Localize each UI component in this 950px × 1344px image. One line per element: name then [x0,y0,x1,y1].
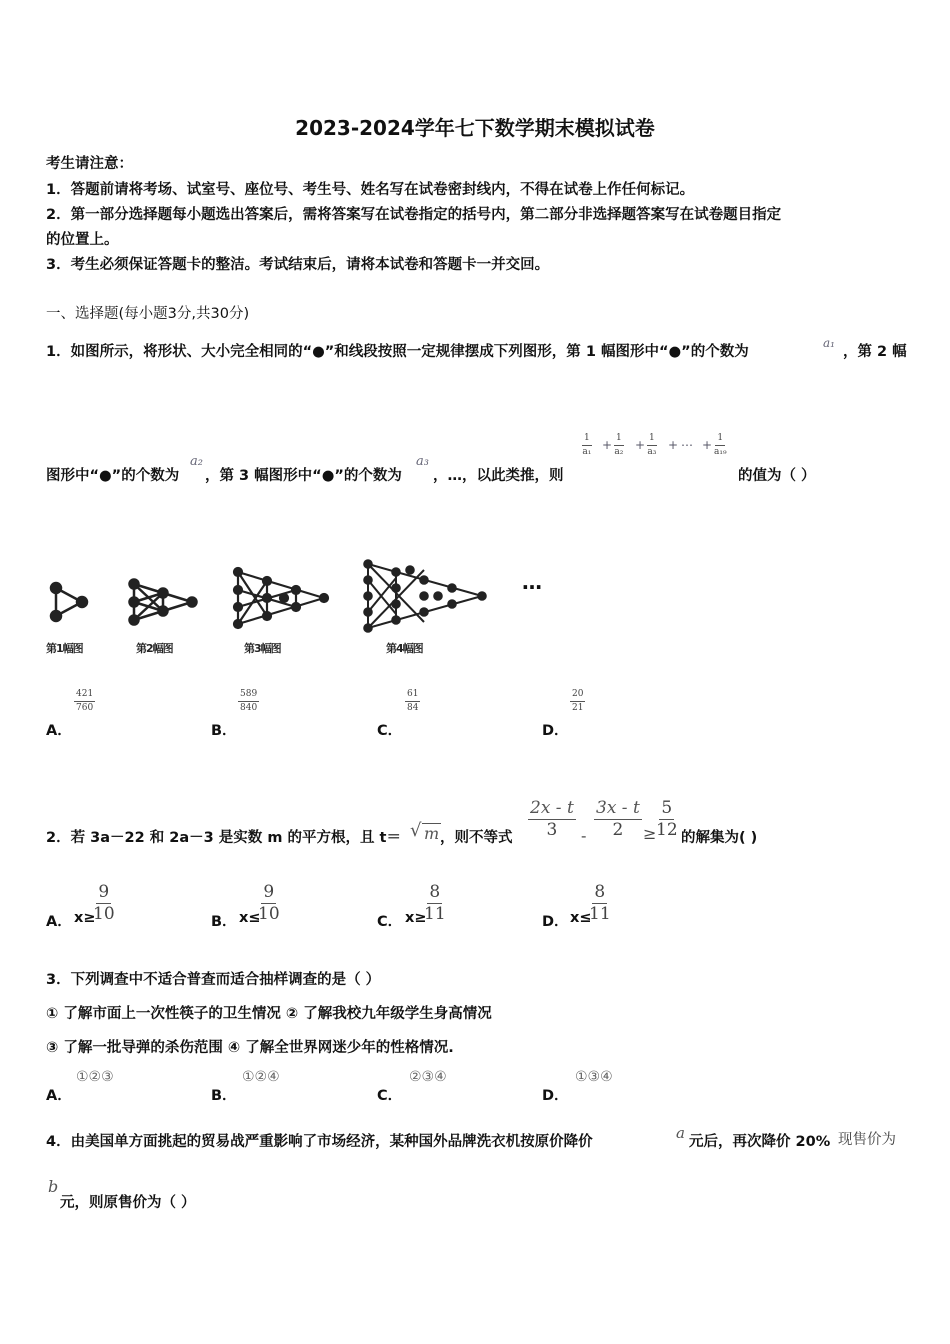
section-heading: 一、选择题(每小题3分,共30分) [46,306,250,322]
q2-option-b-value [258,884,280,923]
q2-frac-3-den: 12 [656,820,678,840]
q1-option-c-value [405,690,420,713]
q2-option-b-letter: B． [211,914,237,930]
q2-option-c-den: 11 [424,904,446,924]
sum-frac-1 [582,434,592,457]
notice-item-2: 2．第一部分选择题每小题选出答案后，需将答案写在试卷指定的括号内，第二部分非选择题答案写在试卷题目指定 [46,207,782,223]
q2-frac-1-den: 3 [546,820,558,840]
q2-option-c-num: 8 [429,882,441,902]
figure-label-3: 第3幅图 [244,642,281,655]
q3-line2: ① 了解市面上一次性筷子的卫生情况 ② 了解我校九年级学生身高情况 [46,1006,492,1022]
q1-line1-end: ，第 2 幅 [843,344,907,360]
q2-text-b: ，则不等式 [440,830,513,846]
q2-option-d-num: 8 [594,882,606,902]
q1-option-d-letter: D． [542,723,569,739]
q1-option-a-letter: A． [46,723,72,739]
sum-frac-2-num: 1 [614,434,624,446]
q2-frac-2 [594,800,642,839]
q1-line2b: ，第 3 幅图形中“●”的个数为 [205,468,402,484]
sum-dots: ⋯ [681,438,693,452]
q1-option-d-den: 21 [572,703,584,713]
q2-option-c-rel: x≥ [405,910,427,926]
q4-text-d: 元，则原售价为（ ） [60,1195,196,1211]
q3-option-d-value: ①③④ [575,1069,613,1085]
q2-text-c: 的解集为( ) [681,830,758,846]
notice-heading: 考生请注意： [46,156,133,172]
figure-ellipsis: … [522,570,543,594]
q1-option-d-value [570,690,585,713]
notice-item-3: 3．考生必须保证答题卡的整洁。考试结束后，请将本试卷和答题卡一并交回。 [46,257,550,273]
q2-frac-2-den: 2 [612,820,624,840]
q1-line2c: ，…，以此类推，则 [433,468,564,484]
q2-option-d-letter: D． [542,914,569,930]
q2-frac-3-num: 5 [661,798,673,818]
sqrt-var: m [424,824,440,843]
q2-frac-1 [528,800,576,839]
figure-label-4: 第4幅图 [386,642,423,655]
q4-var-a: a [676,1124,685,1142]
figure-1 [44,576,104,626]
q3-option-d-letter: D． [542,1088,569,1104]
q1-line1: 1．如图所示，将形状、大小完全相同的“●”和线段按照一定规律摆成下列图形，第 1 幅图形中“●”的个数为 [46,344,749,360]
q1-var-a1: a₁ [823,336,835,350]
q3-option-a-value: ①②③ [76,1069,114,1085]
figure-2 [128,576,200,626]
notice-item-1: 1．答题前请将考场、试室号、座位号、考生号、姓名写在试卷密封线内，不得在试卷上作任何标记。 [46,182,695,198]
sum-frac-2-den: a₂ [614,447,624,457]
q4-text-c: 现售价为 [838,1132,896,1148]
sum-frac-19 [714,434,727,457]
q2-option-d-den: 11 [589,904,611,924]
q1-option-b-num: 589 [238,690,259,702]
sqrt-sign: √ [410,820,422,841]
q4-text-a: 4．由美国单方面挑起的贸易战严重影响了市场经济，某种国外品牌洗衣机按原价降价 [46,1134,593,1150]
q2-option-c-value [424,884,446,923]
sum-frac-1-den: a₁ [582,447,592,457]
q2-minus: - [581,826,587,845]
q1-var-a3: a₃ [416,454,429,469]
q1-option-d-num: 20 [570,690,585,702]
q2-option-a-value [93,884,115,923]
q2-frac-3 [656,800,678,839]
q2-option-a-num: 9 [98,882,110,902]
q4-text-b: 元后，再次降价 20% [689,1134,831,1150]
q1-option-b-value [238,690,259,713]
q1-line2d: 的值为（ ） [738,468,816,484]
q1-option-c-den: 84 [407,703,419,713]
q1-var-a2: a₂ [190,454,203,469]
q2-option-b-den: 10 [258,904,280,924]
page-title: 2023-2024学年七下数学期末模拟试卷 [295,116,655,140]
q2-option-a-den: 10 [93,904,115,924]
sum-plus-3: + [668,438,679,452]
q1-option-a-den: 760 [76,703,94,713]
sum-frac-19-num: 1 [715,434,725,446]
q1-option-c-num: 61 [405,690,420,702]
figure-label-2: 第2幅图 [136,642,173,655]
q1-line2a: 图形中“●”的个数为 [46,468,180,484]
notice-item-2-cont: 的位置上。 [46,232,119,248]
q1-option-a-num: 421 [74,690,95,702]
sum-plus-2: + [635,438,646,452]
q3-line3: ③ 了解一批导弹的杀伤范围 ④ 了解全世界网迷少年的性格情况. [46,1040,454,1056]
q1-option-a-value [74,690,95,713]
q3-option-b-value: ①②④ [242,1069,280,1085]
q1-option-b-letter: B． [211,723,237,739]
sum-frac-3 [647,434,657,457]
q3-text: 3．下列调查中不适合普查而适合抽样调查的是（ ） [46,972,381,988]
sum-frac-3-num: 1 [647,434,657,446]
q2-option-b-rel: x≤ [239,910,261,926]
q2-option-c-letter: C． [377,914,403,930]
q3-option-c-value: ②③④ [409,1069,447,1085]
q2-option-d-value [589,884,611,923]
q4-var-b: b [48,1177,59,1196]
q2-option-a-letter: A． [46,914,72,930]
q2-ge: ≥ [643,824,657,843]
sum-plus-1: + [602,438,613,452]
q2-option-a-rel: x≥ [74,910,96,926]
q3-option-c-letter: C． [377,1088,403,1104]
q3-option-a-letter: A． [46,1088,72,1104]
sum-frac-3-den: a₃ [647,447,657,457]
q3-option-b-letter: B． [211,1088,237,1104]
q1-option-c-letter: C． [377,723,403,739]
sum-plus-4: + [702,438,713,452]
figure-4 [362,558,488,636]
q2-option-d-rel: x≤ [570,910,592,926]
sum-frac-1-num: 1 [582,434,592,446]
sum-frac-2 [614,434,624,457]
q2-frac-2-num: 3x - t [596,798,640,818]
figure-3 [232,566,332,630]
q1-option-b-den: 840 [240,703,258,713]
q2-text-a: 2．若 3a－22 和 2a－3 是实数 m 的平方根，且 t＝ [46,830,401,846]
q2-frac-1-num: 2x - t [530,798,574,818]
figure-label-1: 第1幅图 [46,642,83,655]
sum-frac-19-den: a₁₉ [714,447,727,457]
q2-option-b-num: 9 [263,882,275,902]
